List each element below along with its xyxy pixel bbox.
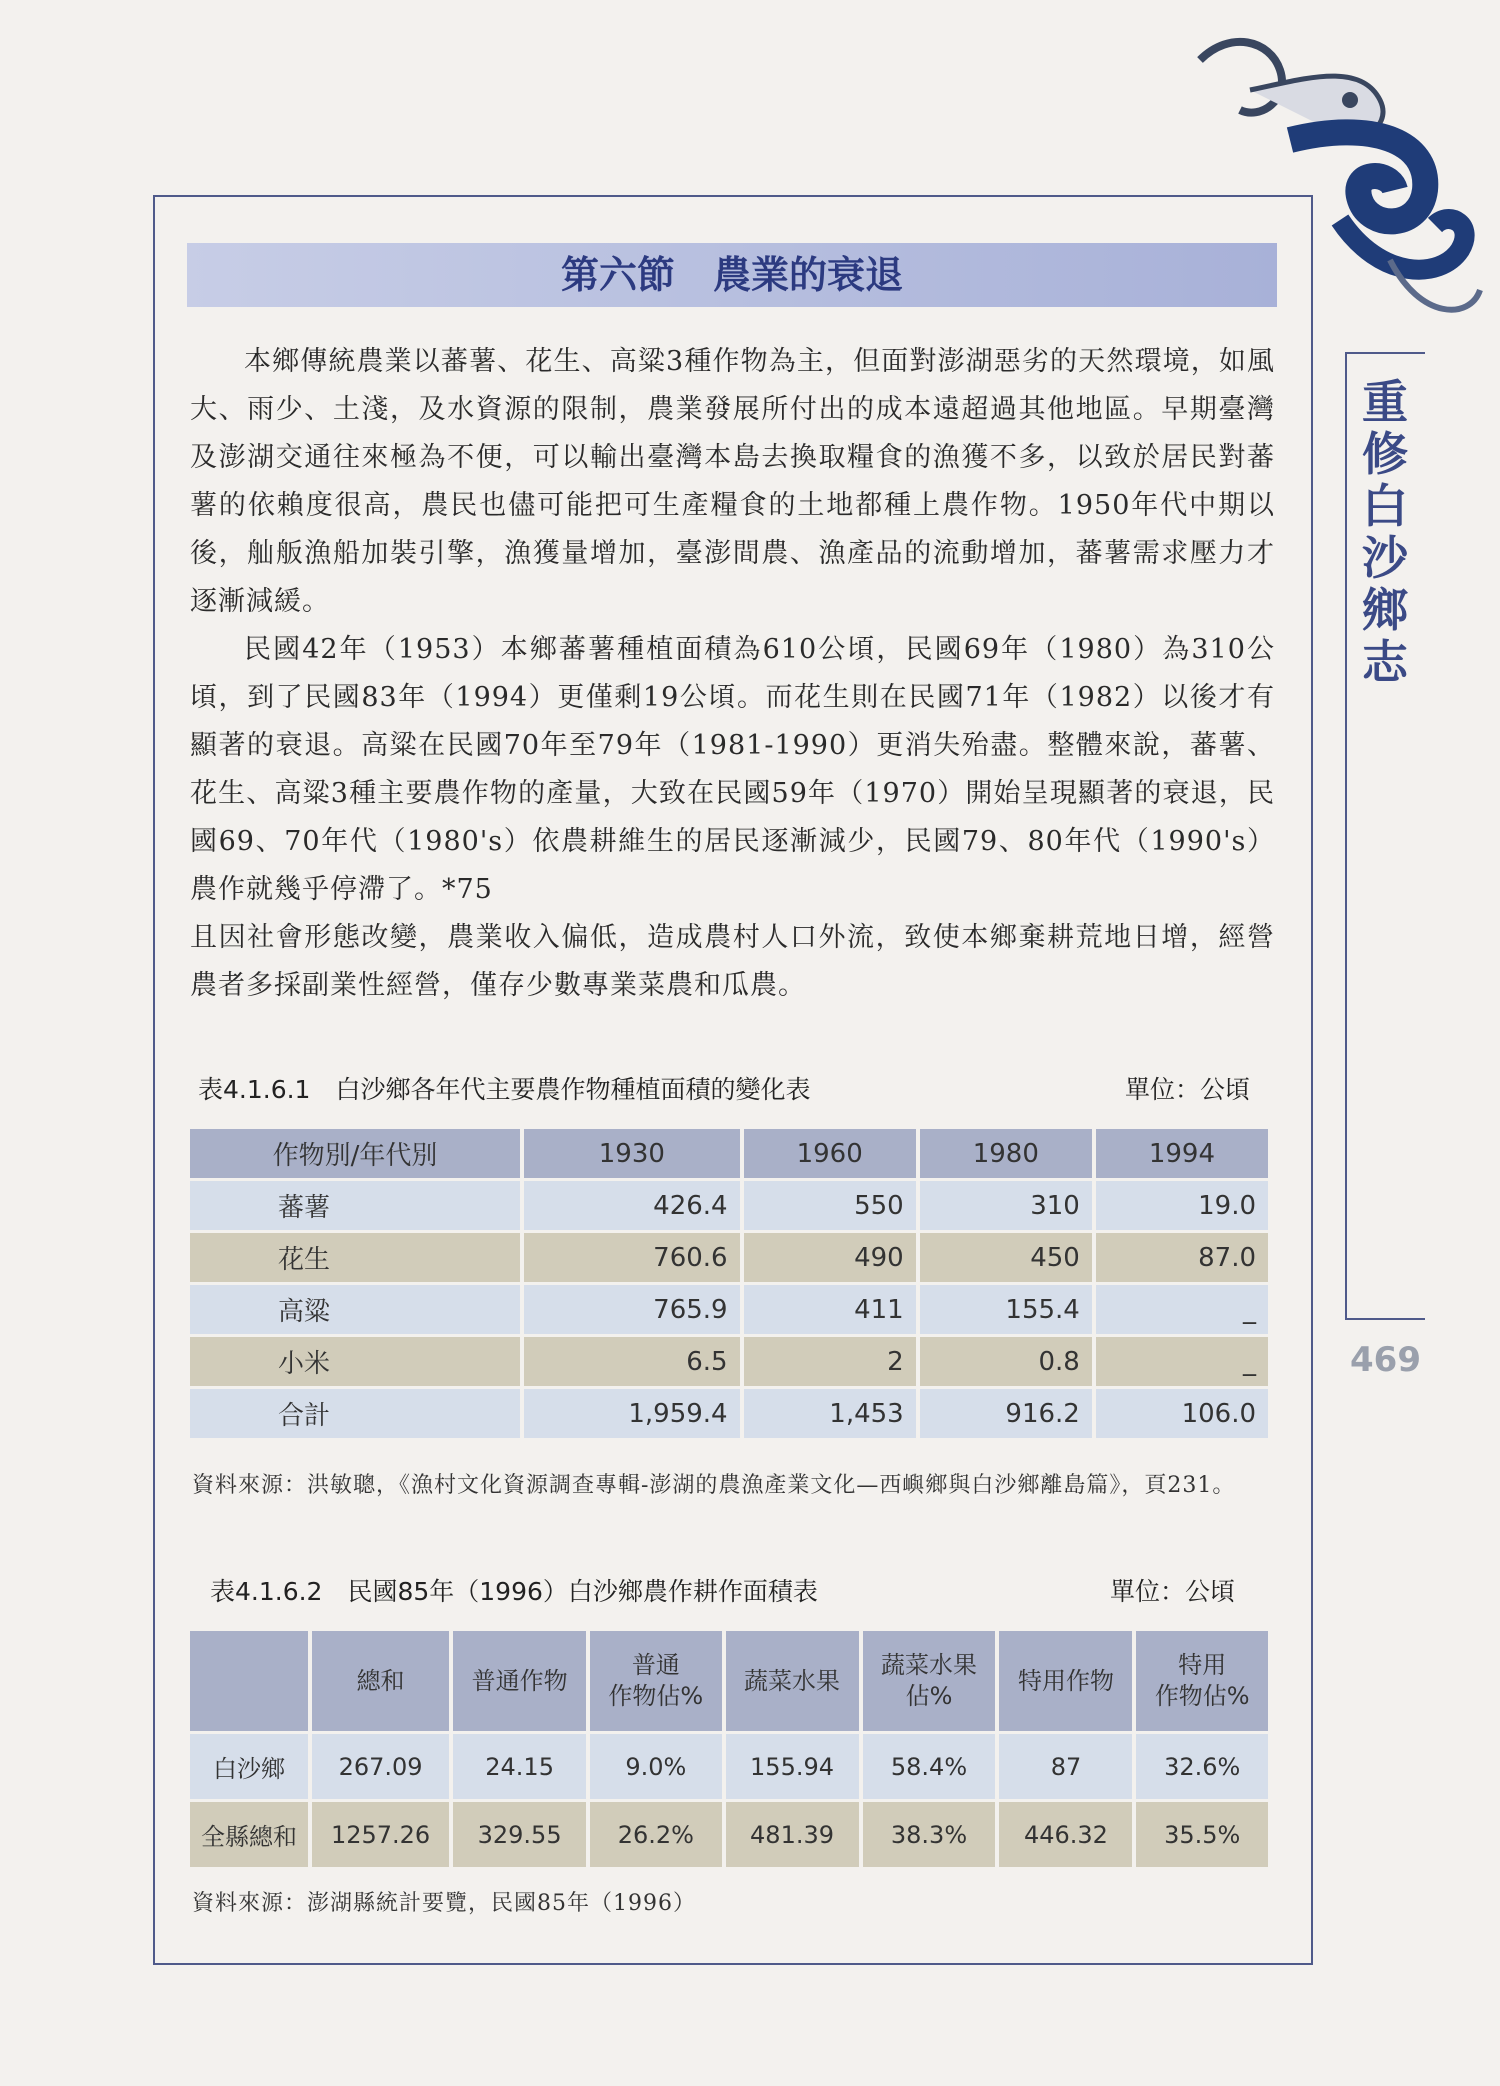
table-header-row: [190, 1631, 1268, 1731]
table-row: [190, 1285, 1268, 1334]
row-label: 小米: [190, 1337, 520, 1386]
table-cell: 9.0%: [590, 1734, 721, 1799]
table-row: [190, 1337, 1268, 1386]
table-cell: 550: [744, 1181, 916, 1230]
table-cell: 426.4: [524, 1181, 740, 1230]
row-label: 花生: [190, 1233, 520, 1282]
table-cell: 32.6%: [1136, 1734, 1268, 1799]
header-cell: 普通作物: [453, 1631, 586, 1731]
table-cell: 35.5%: [1136, 1802, 1268, 1867]
table-cell: 6.5: [524, 1337, 740, 1386]
table-cell: 760.6: [524, 1233, 740, 1282]
table-cell: 1,959.4: [524, 1389, 740, 1438]
header-cell: 1930: [524, 1129, 740, 1178]
table-cell: 310: [920, 1181, 1092, 1230]
paragraph: 且因社會形態改變，農業收入偏低，造成農村人口外流，致使本鄉棄耕荒地日增，經營農者多採副業性經營，僅存少數專業菜農和瓜農。: [190, 922, 1275, 1001]
section-title: 第六節 農業的衰退: [187, 243, 1277, 307]
header-cell: 總和: [312, 1631, 449, 1731]
table-cell: 2: [744, 1337, 916, 1386]
header-cell: [190, 1631, 308, 1731]
table-row: [190, 1389, 1268, 1438]
table-row: [190, 1181, 1268, 1230]
header-cell: 特用作物: [999, 1631, 1132, 1731]
header-cell: 作物別/年代別: [190, 1129, 520, 1178]
table-header-row: [190, 1129, 1268, 1178]
table-cell: 329.55: [453, 1802, 586, 1867]
row-label: 合計: [190, 1389, 520, 1438]
table-cell: 38.3%: [863, 1802, 996, 1867]
table-cell: 24.15: [453, 1734, 586, 1799]
table2: [186, 1628, 1272, 1870]
table-row: [190, 1233, 1268, 1282]
table-cell: _: [1096, 1337, 1268, 1386]
table-cell: 446.32: [999, 1802, 1132, 1867]
table2-source: 資料來源：澎湖縣統計要覽，民國85年（1996）: [192, 1891, 696, 1916]
table-cell: 490: [744, 1233, 916, 1282]
table-cell: 1257.26: [312, 1802, 449, 1867]
side-title-box: [1345, 352, 1425, 1320]
table-cell: 87: [999, 1734, 1132, 1799]
row-label: 白沙鄉: [190, 1734, 308, 1799]
table1-source: 資料來源：洪敏聰，《漁村文化資源調查專輯-澎湖的農漁產業文化—西嶼鄉與白沙鄉離島篇》，頁231。: [192, 1473, 1236, 1498]
header-cell: 蔬菜水果 佔%: [863, 1631, 996, 1731]
table-cell: 481.39: [726, 1802, 859, 1867]
side-title: 重修白沙鄉志: [1362, 375, 1408, 689]
row-label: 全縣總和: [190, 1802, 308, 1867]
table1-caption: 表4.1.6.1 白沙鄉各年代主要農作物種植面積的變化表: [198, 1075, 811, 1104]
header-cell: 1960: [744, 1129, 916, 1178]
table-cell: 26.2%: [590, 1802, 721, 1867]
table1-unit: 單位：公頃: [1125, 1075, 1251, 1104]
table-row: [190, 1734, 1268, 1799]
page-number: 469: [1350, 1340, 1421, 1380]
table-row: [190, 1802, 1268, 1867]
table2-unit: 單位：公頃: [1110, 1577, 1236, 1606]
row-label: 蕃薯: [190, 1181, 520, 1230]
table-cell: 155.94: [726, 1734, 859, 1799]
header-cell: 蔬菜水果: [726, 1631, 859, 1731]
table-cell: 916.2: [920, 1389, 1092, 1438]
table-cell: 58.4%: [863, 1734, 996, 1799]
table-cell: 155.4: [920, 1285, 1092, 1334]
table-cell: 411: [744, 1285, 916, 1334]
header-cell: 特用 作物佔%: [1136, 1631, 1268, 1731]
header-cell: 1994: [1096, 1129, 1268, 1178]
paragraph: 本鄉傳統農業以蕃薯、花生、高粱3種作物為主，但面對澎湖惡劣的天然環境，如風大、雨少、土淺，及水資源的限制，農業發展所付出的成本遠超過其他地區。早期臺灣及澎湖交通往來極為不便，可以輸出臺灣本島去換取糧食的漁獲不多，以致於居民對蕃薯的依賴度很高，農民也儘可能把可生產糧食的土地都種上農作物。1950年代中期以後，舢舨漁船加裝引擎，漁獲量增加，臺澎間農、漁產品的流動增加，蕃薯需求壓力才逐漸減緩。: [190, 346, 1275, 617]
table1: [186, 1126, 1272, 1441]
table2-caption: 表4.1.6.2 民國85年（1996）白沙鄉農作耕作面積表: [210, 1577, 818, 1606]
table-cell: _: [1096, 1285, 1268, 1334]
header-cell: 普通 作物佔%: [590, 1631, 721, 1731]
table-cell: 450: [920, 1233, 1092, 1282]
table-cell: 19.0: [1096, 1181, 1268, 1230]
header-cell: 1980: [920, 1129, 1092, 1178]
row-label: 高粱: [190, 1285, 520, 1334]
table-cell: 87.0: [1096, 1233, 1268, 1282]
body-text: [190, 338, 1275, 1010]
paragraph: 民國42年（1953）本鄉蕃薯種植面積為610公頃，民國69年（1980）為310公頃，到了民國83年（1994）更僅剩19公頃。而花生則在民國71年（1982）以後才有顯著的衰退。高粱在民國70年至79年（1981-1990）更消失殆盡。整體來說，蕃薯、花生、高粱3種主要農作物的產量，大致在民國59年（1970）開始呈現顯著的衰退，民國69、70年代（1980's）依農耕維生的居民逐漸減少，民國79、80年代（1990's）農作就幾乎停滯了。*75: [190, 634, 1275, 905]
table-cell: 267.09: [312, 1734, 449, 1799]
table-cell: 1,453: [744, 1389, 916, 1438]
table-cell: 0.8: [920, 1337, 1092, 1386]
table-cell: 106.0: [1096, 1389, 1268, 1438]
table-cell: 765.9: [524, 1285, 740, 1334]
